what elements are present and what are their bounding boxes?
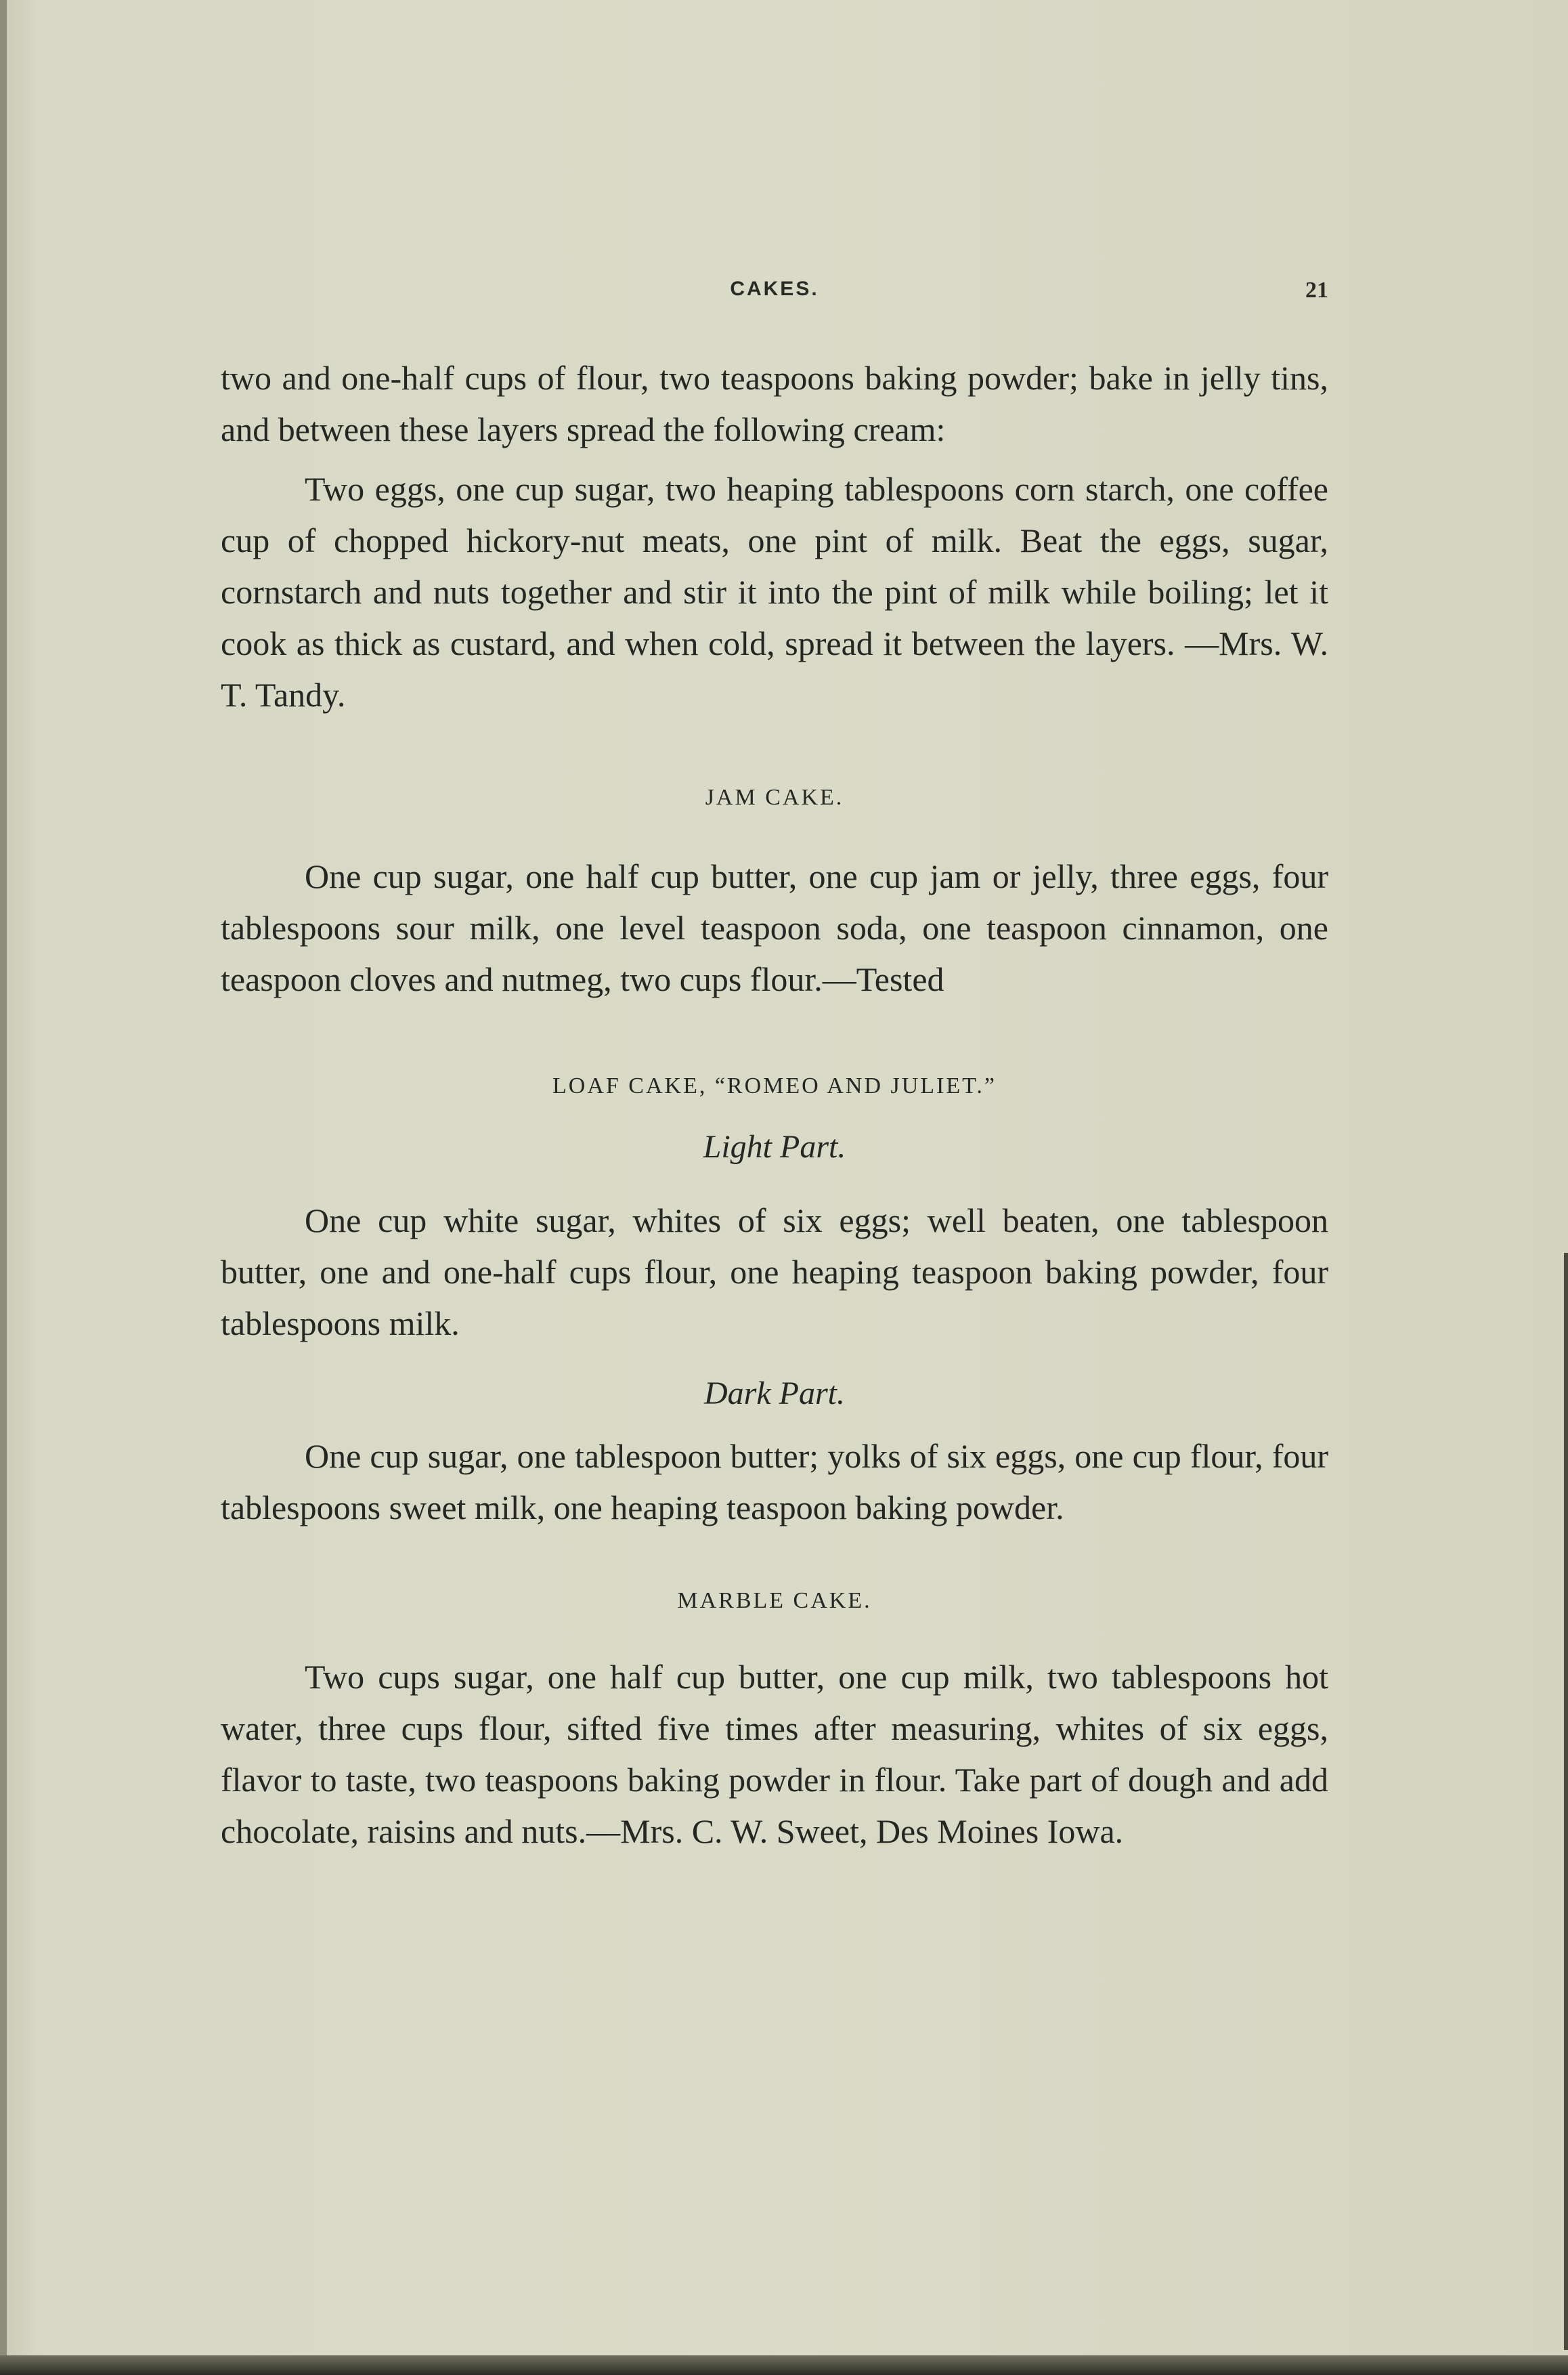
intro-paragraph: two and one-half cups of flour, two teaspoons baking powder; bake in jelly tins, and between these layers spread the following cream: xyxy=(221,359,1328,448)
cream-credit: —Mrs. W. T. Tandy. xyxy=(221,624,1328,714)
page-left-edge xyxy=(0,0,7,2375)
marble-cake-heading: MARBLE CAKE. xyxy=(677,1588,872,1613)
page-number: 21 xyxy=(1305,278,1328,303)
jam-cake-heading: JAM CAKE. xyxy=(705,785,844,810)
dark-part-paragraph: One cup sugar, one tablespoon butter; yolks of six eggs, one cup flour, four tablespoons sweet milk, one heaping teaspoon baking powder. xyxy=(221,1437,1328,1526)
marble-cake-paragraph: Two cups sugar, one half cup butter, one cup milk, two tablespoons hot water, three cups flour, sifted five times after measuring, whites of six eggs, flavor to taste, two teaspoons baking powder in flour. Take part of dough and add chocolate, raisins and nuts.—Mrs. C. W. Sweet, Des Moines Iowa. xyxy=(221,1658,1328,1850)
light-part-paragraph: One cup white sugar, whites of six eggs; well beaten, one tablespoon butter, one and one-half cups flour, one heaping teaspoon baking powder, four tablespoons milk. xyxy=(221,1201,1328,1342)
running-head-title: CAKES. xyxy=(730,278,819,300)
running-head xyxy=(221,278,1328,312)
cream-paragraph xyxy=(221,463,1328,721)
loaf-cake-heading: LOAF CAKE, “ROMEO AND JULIET.” xyxy=(552,1073,997,1098)
page-right-edge xyxy=(1564,1253,1568,2350)
page-body xyxy=(221,352,1328,1857)
page-bottom-edge xyxy=(0,2355,1568,2375)
cream-text: Two eggs, one cup sugar, two heaping tablespoons corn starch, one coffee cup of chopped hickory-nut meats, one pint of milk. Beat the eggs, sugar, cornstarch and nuts together and stir it into the pint of milk while boiling; let it cook as thick as custard, and when cold, spread it between the layers. xyxy=(221,470,1328,662)
light-part-heading: Light Part. xyxy=(703,1129,846,1165)
dark-part-heading: Dark Part. xyxy=(704,1375,845,1411)
jam-cake-paragraph: One cup sugar, one half cup butter, one cup jam or jelly, three eggs, four tablespoons sour milk, one level teaspoon soda, one teaspoon cinnamon, one teaspoon cloves and nutmeg, two cups flour.—Tested xyxy=(221,857,1328,998)
